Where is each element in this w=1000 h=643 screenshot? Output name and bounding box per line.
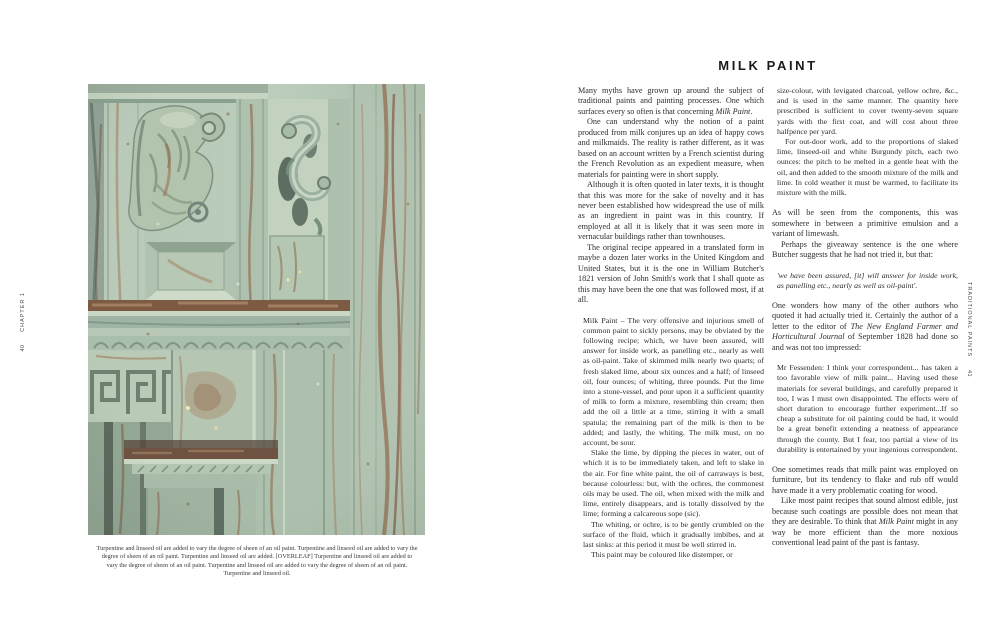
chimneypiece-photo <box>88 84 425 535</box>
paragraph: size-colour, with levigated charcoal, yellow ochre, &c., and is used in the same manner. The quantity here prescribed is sufficient to cover twenty-seven square yards with the first coat, and will cost about three halfpence per yard. <box>777 86 958 136</box>
right-page-folio <box>966 282 972 377</box>
paragraph: This paint may be coloured like distemper, or <box>591 550 733 560</box>
paragraph: Mr Fessenden: I think your correspondent... has taken a too favorable view of milk paint... Having used these materials for several buildings, and carefully prepared it too, I was I must own disappointed. The effects were of short duration to encourage further experiment...If so cheap a substitute for oil painting could be had, it would be a great benefit extending a neatness of appearance through the county. But I fear, too partial a view of its durability is entertained by your ingenious correspondent. <box>777 363 958 454</box>
paragraph: Like most paint recipes that sound almost edible, just because such coatings are possible does not mean that they are desirable. To think that Milk Paint might in any way be more efficient than the more noxious conventional lead paint of the past is fantasy. <box>772 496 959 548</box>
photo-caption: Turpentine and linseed oil are added to vary the degree of sheen of an oil paint. Turpentine and linseed oil are added to vary the degree of sheen of an oil paint. Turpentine and linseed oil are added. [OVERLEAF] Turpentine and linseed oil are added to vary the degree of sheen of an oil paint. Turpentine and linseed oil are added to vary the degree of sheen of an oil paint. Turpentine and linseed oil. <box>96 545 418 577</box>
page-title: MILK PAINT <box>718 57 818 73</box>
paragraph: One sometimes reads that milk paint was employed on furniture, but its tendency to flake and rub off would have made it a very problematic coating for wood. <box>772 465 958 495</box>
paragraph: Slake the lime, by dipping the pieces in water, out of which it is to be immediately taken, and left to slake in the air. For fine white paint, the oil of carraways is best, because colourless: but, with the ochres, the commonest oils may be used. The oil, when mixed with the milk and lime, entirely disappears, and is totally dissolved by the lime; forming a calcareous sope (sic). <box>583 448 764 519</box>
paragraph: The original recipe appeared in a translated form in maybe a dozen later works in the United Kingdom and United States, but it is the one in William Butcher's 1821 version of John Smith's work that I shall quote as this may have been the one that was followed most, if at all. <box>578 242 764 305</box>
right-page-number: 41 <box>966 369 972 377</box>
left-page-folio <box>20 292 26 352</box>
paragraph: For out-door work, add to the proportions of slaked lime, linseed-oil and white Burgundy pitch, each two ounces: the pitch to be melted in a gentle heat with the oil, and then added to the smooth mixture of the milk and lime. In cold weather it must be warmed, to facilitate its mixture with the milk. <box>777 137 958 198</box>
paragraph: One can understand why the notion of a paint produced from milk conjures up an idea of happy cows and milkmaids. The reality is rather different, as it was based on an account written by a French scientist during the French Revolution as an expedient measure, when materials for painting were in short supply. <box>578 117 764 179</box>
article-column-right <box>772 86 958 549</box>
article-column-left <box>578 86 764 560</box>
paragraph: Milk Paint – The very offensive and injurious smell of common paint to sickly persons, may be obviated by the following recipe; which, we have been assured, will answer for inside work, as panelling etc., nearly as well as oil-paint. Take of skimmed milk nearly two quarts; of fresh slaked lime, about six ounces and a half; of linseed oil, four ounces; of whiting, three pounds. Put the lime into a stone-vessel, and pour upon it a sufficient quantity of milk to form a mixture, resembling thin cream; then add the oil a little at a time, stirring it with a small spatula; the remaining part of the milk is then to be added; and lastly, the whiting. The milk must, on no account, be sour. <box>583 315 764 447</box>
chimneypiece-photo-art <box>88 84 425 535</box>
paragraph: As will be seen from the components, this was somewhere in between a primitive emulsion and a variant of limewash. <box>772 208 958 239</box>
chapter-label: CHAPTER 1 <box>20 292 26 332</box>
paragraph: Many myths have grown up around the subject of traditional paints and painting processes. One which surfaces every so often is that concerning Milk Paint. <box>578 86 764 116</box>
section-label: TRADITIONAL PAINTS <box>966 282 972 358</box>
paragraph: Perhaps the giveaway sentence is the one where Butcher suggests that he had not tried it, but that: <box>772 239 958 260</box>
paragraph: 'we have been assured, [it] will answer for inside work, as panelling etc., nearly as well as oil-paint'. <box>777 270 958 290</box>
paragraph: Although it is often quoted in later texts, it is thought that this was more for the sake of novelty and it has never been established how widespread the use of milk as an ingredient in paint was in this country. If employed at all it is likely that it was seen more in vernacular buildings rather than townhouses. <box>578 180 764 242</box>
paragraph: One wonders how many of the other authors who quoted it had actually tried it. Certainly the author of a letter to the editor of The New England Farmer and Horticultural Journal of September 1828 had done so and was not too impressed: <box>772 300 958 352</box>
left-page-number: 40 <box>20 344 26 352</box>
paragraph: The whiting, or ochre, is to be gently crumbled on the surface of the fluid, which it gradually imbibes, and at last sinks: at this period it must be well stirred in. <box>583 519 764 549</box>
